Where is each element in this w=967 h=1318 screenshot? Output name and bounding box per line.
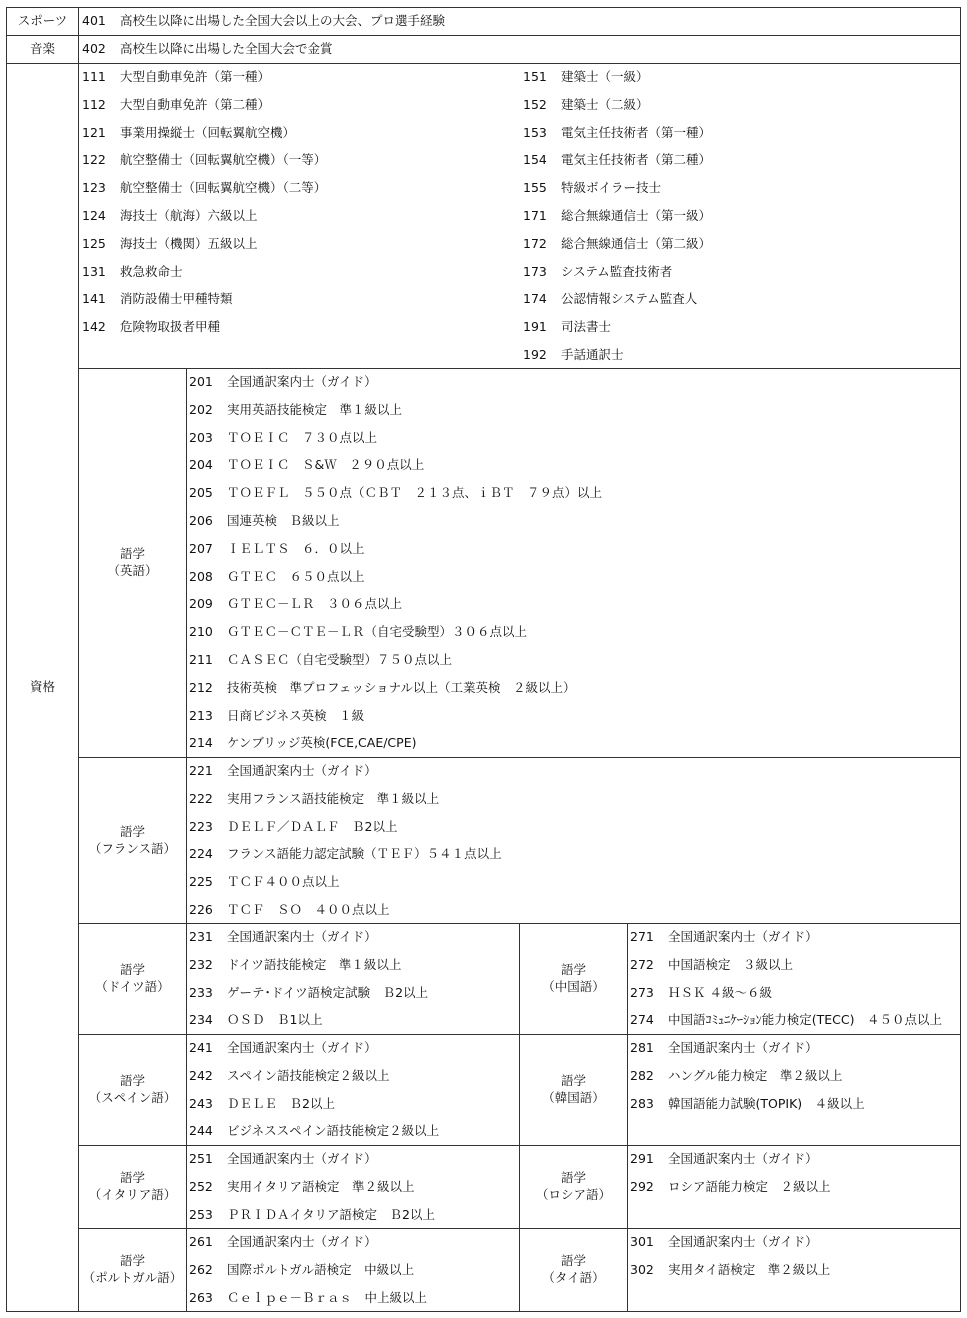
item-code: 152	[523, 96, 547, 112]
list-item	[82, 175, 326, 201]
item-code: 208	[189, 568, 213, 584]
list-item	[189, 564, 365, 590]
item-code: 131	[82, 263, 106, 279]
item-text: 国連英検 Ｂ級以上	[227, 513, 340, 528]
item-code: 252	[189, 1178, 213, 1194]
item-text: 航空整備士（回転翼航空機）（二等）	[120, 180, 327, 196]
item-code: 402	[82, 41, 106, 56]
item-code: 111	[82, 69, 106, 84]
item-code: 273	[630, 984, 654, 1000]
list-item	[189, 1285, 427, 1311]
item-text: 中国語ｺﾐｭﾆｹｰｼｮﾝ能力検定(TECC) ４５０点以上	[668, 1012, 942, 1028]
category-shikaku: 資格	[29, 679, 55, 695]
item-text: 公認情報システム監査人	[561, 291, 698, 307]
item-code: 202	[189, 401, 213, 417]
item-text: 実用英語技能検定 準１級以上	[227, 401, 403, 417]
item-text: ＴＯＥＩＣ Ｓ&Ｗ ２９０点以上	[227, 457, 425, 473]
item-text: ドイツ語技能検定 準１級以上	[227, 956, 402, 972]
item-code: 242	[189, 1067, 213, 1083]
item-code: 223	[189, 818, 213, 834]
list-item	[630, 924, 818, 950]
item-text: 航空整備士（回転翼航空機）（一等）	[120, 152, 327, 168]
item-text: システム監査技術者	[561, 263, 673, 279]
item-text: 全国通訳案内士（ガイド）	[227, 763, 377, 778]
item-text: 全国通訳案内士（ガイド）	[227, 1234, 377, 1249]
item-text: 電気主任技術者（第二種）	[561, 152, 712, 168]
item-code: 232	[189, 956, 213, 972]
list-item	[189, 452, 424, 478]
item-code: 171	[523, 208, 547, 223]
list-item	[630, 1035, 818, 1061]
list-item	[189, 758, 377, 784]
list-item	[189, 1118, 439, 1144]
list-item	[189, 1257, 414, 1283]
item-text: 高校生以降に出場した全国大会以上の大会、プロ選手経験	[120, 13, 446, 28]
item-code: 224	[189, 846, 213, 862]
list-item	[523, 64, 649, 90]
item-text: 国際ポルトガル語検定 中級以上	[227, 1261, 415, 1277]
list-item	[82, 147, 326, 173]
list-item	[189, 397, 402, 423]
item-code: 292	[630, 1178, 654, 1194]
item-text: 全国通訳案内士（ガイド）	[668, 1040, 818, 1055]
list-item	[82, 36, 333, 62]
item-code: 121	[82, 124, 106, 140]
item-text: 実用フランス語技能検定 準１級以上	[227, 790, 440, 806]
item-text: ＧＴＥＣ ６５０点以上	[227, 568, 365, 584]
item-code: 231	[189, 929, 213, 944]
item-code: 212	[189, 679, 213, 695]
item-code: 283	[630, 1095, 654, 1111]
item-text: ビジネススペイン語技能検定２級以上	[227, 1123, 440, 1139]
item-code: 401	[82, 13, 106, 28]
item-code: 302	[630, 1261, 654, 1277]
item-text: ＧＴＥＣ－ＬＲ ３０６点以上	[227, 596, 403, 612]
category-english: 語学 （英語）	[107, 546, 158, 578]
item-code: 222	[189, 790, 213, 806]
item-code: 211	[189, 652, 213, 667]
list-item	[82, 203, 258, 229]
list-item	[189, 786, 439, 812]
category-french: 語学 （フランス語）	[88, 823, 177, 856]
item-text: 全国通訳案内士（ガイド）	[227, 374, 377, 389]
item-code: 153	[523, 124, 547, 140]
item-code: 261	[189, 1234, 213, 1249]
item-text: 高校生以降に出場した全国大会で金賞	[120, 41, 333, 56]
item-text: ケンブリッジ英検(FCE,CAE/CPE)	[227, 735, 417, 751]
item-text: 中国語検定 ３級以上	[668, 956, 794, 972]
item-text: 実用イタリア語検定 準２級以上	[227, 1178, 415, 1194]
item-text: ハングル能力検定 準２級以上	[668, 1067, 843, 1083]
item-code: 142	[82, 319, 106, 335]
category-thai: 語学 （タイ語）	[542, 1253, 605, 1285]
category-music: 音楽	[29, 41, 55, 57]
list-item	[523, 92, 649, 118]
item-text: 特級ボイラー技士	[561, 180, 662, 196]
list-item	[189, 1229, 377, 1255]
item-text: ＴＣＦ４００点以上	[227, 874, 340, 890]
item-code: 206	[189, 513, 213, 528]
item-text: 韓国語能力試験(TOPIK) ４級以上	[668, 1095, 865, 1111]
list-item	[189, 536, 365, 562]
item-text: 事業用操縦士（回転翼航空機）	[120, 124, 296, 140]
item-code: 173	[523, 263, 547, 279]
list-item	[189, 730, 416, 756]
list-item	[630, 1174, 831, 1200]
item-text: 海技士（機関）五級以上	[120, 235, 258, 251]
list-item	[630, 1146, 818, 1172]
list-item	[189, 1202, 435, 1228]
item-text: 建築士（一級）	[561, 69, 649, 84]
item-text: 消防設備士甲種特類	[120, 291, 233, 307]
list-item	[82, 231, 258, 257]
item-text: 総合無線通信士（第二級）	[561, 235, 712, 251]
list-item	[189, 841, 502, 867]
item-text: スペイン語技能検定２級以上	[227, 1067, 390, 1083]
item-text: 司法書士	[561, 319, 612, 335]
list-item	[189, 1035, 377, 1061]
item-code: 291	[630, 1151, 654, 1166]
item-code: 122	[82, 152, 106, 168]
item-code: 125	[82, 235, 106, 251]
rule	[186, 368, 187, 1312]
list-item	[189, 1146, 377, 1172]
item-text: 技術英検 準プロフェッショナル以上（工業英検 ２級以上）	[227, 679, 576, 695]
item-code: 172	[523, 235, 547, 251]
list-item	[630, 980, 772, 1006]
list-item	[189, 980, 428, 1006]
item-text: ＤＥＬＦ／ＤＡＬＦ Ｂ2以上	[227, 818, 398, 834]
list-item	[189, 1063, 390, 1089]
category-sports: スポーツ	[17, 13, 68, 29]
item-code: 207	[189, 540, 213, 556]
item-text: 総合無線通信士（第一級）	[561, 208, 712, 223]
item-code: 262	[189, 1261, 213, 1277]
list-item	[189, 1091, 335, 1117]
list-item	[189, 703, 364, 729]
rule	[960, 7, 961, 1312]
list-item	[82, 8, 445, 34]
item-code: 123	[82, 180, 106, 196]
list-item	[189, 369, 377, 395]
list-item	[189, 480, 602, 506]
item-code: 226	[189, 902, 213, 917]
list-item	[189, 508, 340, 534]
item-text: 全国通訳案内士（ガイド）	[227, 929, 377, 944]
item-code: 112	[82, 96, 106, 112]
list-item	[630, 1257, 830, 1283]
list-item	[189, 869, 340, 895]
item-text: 全国通訳案内士（ガイド）	[668, 929, 818, 944]
item-code: 271	[630, 929, 654, 944]
list-item	[523, 147, 711, 173]
category-chinese: 語学 （中国語）	[542, 962, 605, 994]
list-item	[82, 259, 183, 285]
item-text: 全国通訳案内士（ガイド）	[668, 1151, 818, 1166]
category-russian: 語学 （ロシア語）	[535, 1170, 611, 1202]
item-code: 253	[189, 1206, 213, 1222]
list-item	[82, 120, 295, 146]
list-item	[523, 120, 711, 146]
list-item	[523, 286, 697, 312]
list-item	[189, 1007, 322, 1033]
list-item	[189, 647, 452, 673]
item-code: 281	[630, 1040, 654, 1055]
category-korean: 語学 （韓国語）	[542, 1073, 605, 1105]
item-code: 243	[189, 1095, 213, 1111]
item-text: 大型自動車免許（第二種）	[120, 96, 271, 112]
rule	[6, 1311, 961, 1312]
item-code: 251	[189, 1151, 213, 1166]
category-german: 語学 （ドイツ語）	[95, 962, 170, 994]
item-code: 151	[523, 69, 547, 84]
item-code: 209	[189, 596, 213, 612]
item-code: 221	[189, 763, 213, 778]
item-text: 日商ビジネス英検 １級	[227, 707, 365, 723]
item-code: 244	[189, 1123, 213, 1139]
item-code: 174	[523, 291, 547, 307]
list-item	[82, 64, 270, 90]
category-italian: 語学 （イタリア語）	[88, 1170, 177, 1202]
item-code: 154	[523, 152, 547, 168]
item-code: 192	[523, 347, 547, 362]
item-text: 全国通訳案内士（ガイド）	[227, 1040, 377, 1055]
item-code: 301	[630, 1234, 654, 1249]
list-item	[189, 425, 377, 451]
item-text: 実用タイ語検定 準２級以上	[668, 1261, 831, 1277]
item-code: 214	[189, 735, 213, 751]
list-item	[189, 814, 397, 840]
item-text: ＨＳＫ ４級～６級	[668, 984, 772, 1000]
item-text: ＧＴＥＣ－ＣＴＥ－ＬＲ（自宅受験型）３０６点以上	[227, 624, 528, 640]
item-code: 205	[189, 485, 213, 501]
list-item	[82, 286, 233, 312]
rule	[627, 923, 628, 1312]
item-text: 電気主任技術者（第一種）	[561, 124, 712, 140]
list-item	[630, 952, 793, 978]
item-text: 全国通訳案内士（ガイド）	[668, 1234, 818, 1249]
item-code: 204	[189, 457, 213, 473]
category-portuguese: 語学 （ポルトガル語）	[82, 1253, 183, 1285]
item-text: ＤＥＬＥ Ｂ2以上	[227, 1095, 335, 1111]
list-item	[189, 675, 576, 701]
item-text: ＰＲＩＤＡイタリア語検定 Ｂ2以上	[227, 1206, 435, 1222]
item-code: 225	[189, 874, 213, 890]
item-code: 201	[189, 374, 213, 389]
item-code: 272	[630, 956, 654, 972]
list-item	[630, 1007, 942, 1033]
list-item	[523, 203, 711, 229]
item-text: 手話通訳士	[561, 347, 624, 362]
item-text: Ｃｅｌｐｅ－Ｂｒａｓ 中上級以上	[227, 1289, 428, 1305]
list-item	[189, 591, 402, 617]
item-text: ＴＣＦ ＳＯ ４００点以上	[227, 902, 390, 917]
list-item	[523, 175, 661, 201]
item-text: 建築士（二級）	[561, 96, 649, 112]
item-code: 203	[189, 429, 213, 445]
item-code: 241	[189, 1040, 213, 1055]
list-item	[523, 259, 672, 285]
list-item	[523, 342, 624, 368]
item-code: 141	[82, 291, 106, 307]
item-code: 210	[189, 624, 213, 640]
list-item	[523, 314, 611, 340]
item-text: 全国通訳案内士（ガイド）	[227, 1151, 377, 1166]
item-code: 234	[189, 1012, 213, 1028]
item-text: 大型自動車免許（第一種）	[120, 69, 271, 84]
list-item	[82, 314, 220, 340]
list-item	[189, 952, 401, 978]
item-text: ロシア語能力検定 ２級以上	[668, 1178, 831, 1194]
item-code: 191	[523, 319, 547, 335]
list-item	[189, 1174, 415, 1200]
item-code: 155	[523, 180, 547, 196]
item-code: 124	[82, 208, 106, 223]
item-text: ＩＥＬＴＳ ６．０以上	[227, 540, 365, 556]
item-text: 救急救命士	[120, 263, 183, 279]
item-code: 282	[630, 1067, 654, 1083]
list-item	[523, 231, 711, 257]
item-text: ＯＳＤ Ｂ1以上	[227, 1012, 323, 1028]
item-text: ＴＯＥＩＣ ７３０点以上	[227, 429, 378, 445]
list-item	[630, 1229, 818, 1255]
list-item	[630, 1091, 865, 1117]
item-text: ＴＯＥＦＬ ５５０点（ＣＢＴ ２１３点、ｉＢＴ ７９点）以上	[227, 485, 603, 501]
list-item	[189, 619, 527, 645]
item-code: 233	[189, 984, 213, 1000]
item-text: ゲーテ･ドイツ語検定試験 Ｂ2以上	[227, 984, 429, 1000]
item-code: 274	[630, 1012, 654, 1028]
item-text: 危険物取扱者甲種	[120, 319, 221, 335]
item-text: フランス語能力認定試験（ＴＥＦ）５４１点以上	[227, 846, 502, 862]
item-code: 263	[189, 1289, 213, 1305]
list-item	[82, 92, 270, 118]
item-code: 213	[189, 707, 213, 723]
list-item	[189, 897, 390, 923]
item-text: ＣＡＳＥＣ（自宅受験型）７５０点以上	[227, 652, 453, 667]
category-spanish: 語学 （スペイン語）	[88, 1073, 177, 1105]
list-item	[630, 1063, 842, 1089]
item-text: 海技士（航海）六級以上	[120, 208, 258, 223]
list-item	[189, 924, 377, 950]
